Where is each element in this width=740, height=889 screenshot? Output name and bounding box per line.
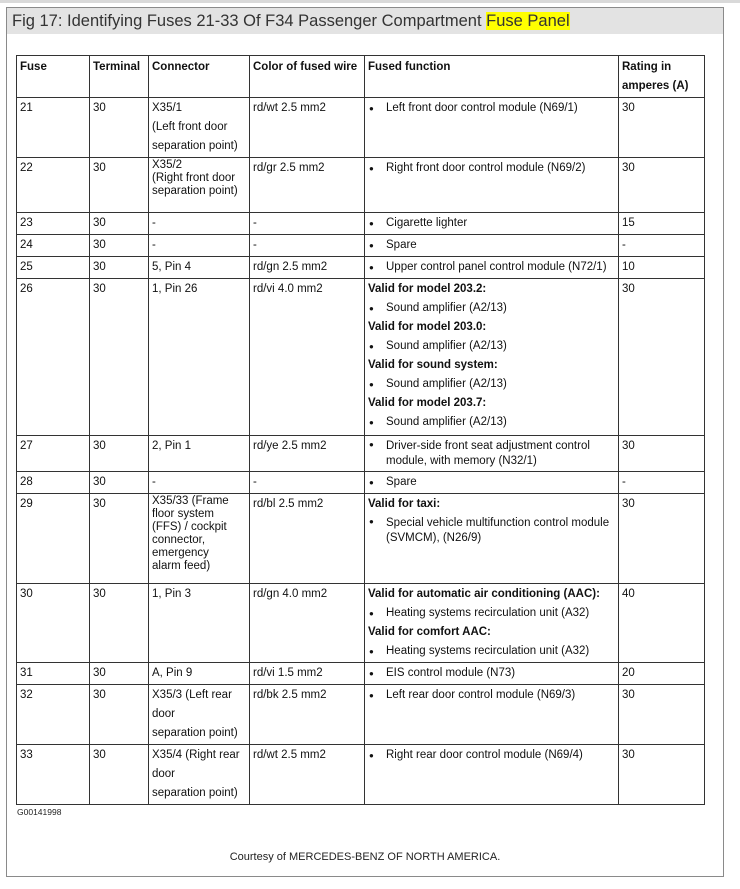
fused-function [365,158,619,213]
function-item: ● Right front door control module (N69/2) [368,159,615,178]
validity-heading: Valid for model 203.2: [368,283,487,295]
rating: 10 [619,257,705,279]
wire-color: rd/vi 1.5 mm2 [250,663,365,685]
credit-line: Courtesy of MERCEDES-BENZ OF NORTH AMERICA. [229,851,501,863]
connector-line: (Left front door [152,121,228,133]
connector-line: 2, Pin 1 [152,440,191,452]
rating: 30 [619,98,705,158]
connector-line: door [152,708,176,720]
fused-function [365,584,619,663]
rating: 30 [619,685,705,745]
connector-line: X35/33 (Frame [152,495,229,507]
table-row [17,98,705,158]
validity-heading: Valid for sound system: [368,359,498,371]
header-rating: Rating in amperes (A) [619,56,705,98]
connector-line: X35/4 (Right rear [152,749,240,761]
header-connector: Connector [149,56,250,98]
fuse-number: 32 [17,685,90,745]
table-row [17,213,705,235]
connector-line: alarm feed) [152,560,211,572]
fused-function [365,685,619,745]
table-row [17,158,705,213]
function-item: ● Heating systems recirculation unit (A32) [368,604,615,623]
function-item: ● Left front door control module (N69/1) [368,99,615,118]
terminal: 30 [90,685,149,745]
connector-line: A, Pin 9 [152,667,193,679]
connector [149,235,250,257]
connector [149,745,250,805]
wire-color: rd/gn 4.0 mm2 [250,584,365,663]
terminal: 30 [90,745,149,805]
function-item: ● Sound amplifier (A2/13) [368,299,615,318]
rating: 20 [619,663,705,685]
wire-color: - [250,235,365,257]
title-prefix: Fig 17: Identifying Fuses 21-33 Of F34 Passenger Compartment [12,12,487,30]
wire-color: rd/wt 2.5 mm2 [250,98,365,158]
fuse-number: 29 [17,494,90,584]
terminal: 30 [90,279,149,436]
terminal: 30 [90,494,149,584]
connector [149,472,250,494]
terminal: 30 [90,213,149,235]
table-row [17,685,705,745]
fuse-number: 24 [17,235,90,257]
fused-function [365,98,619,158]
validity-heading: Valid for taxi: [368,498,441,510]
connector [149,584,250,663]
wire-color: rd/ye 2.5 mm2 [250,436,365,472]
connector-line: X35/2 [152,159,183,171]
fuse-table-body [17,98,705,805]
connector-line: 1, Pin 26 [152,283,198,295]
top-strip [0,0,740,3]
terminal: 30 [90,436,149,472]
connector [149,663,250,685]
fuse-number: 28 [17,472,90,494]
table-row [17,663,705,685]
function-item: ● Cigarette lighter [368,214,615,233]
terminal: 30 [90,98,149,158]
function-item: ● Driver-side front seat adjustment control module, with memory (N32/1) [368,437,615,470]
table-row [17,745,705,805]
connector [149,213,250,235]
connector-line: separation point) [152,787,238,799]
header-function: Fused function [365,56,619,98]
connector-line: 1, Pin 3 [152,588,191,600]
fuse-number: 22 [17,158,90,213]
connector-line: - [152,476,156,488]
connector-line: - [152,217,156,229]
validity-heading: Valid for model 203.0: [368,321,487,333]
title-highlight: Fuse Panel [486,12,570,30]
table-row [17,235,705,257]
connector [149,158,250,213]
connector-line: connector, [152,534,206,546]
fuse-number: 33 [17,745,90,805]
wire-color: rd/gr 2.5 mm2 [250,158,365,213]
rating: - [619,472,705,494]
connector [149,685,250,745]
rating: 30 [619,158,705,213]
validity-heading: Valid for comfort AAC: [368,626,491,638]
function-item: ● Special vehicle multifunction control module (SVMCM), (N26/9) [368,514,615,547]
rating: 30 [619,436,705,472]
terminal: 30 [90,584,149,663]
rating: 15 [619,213,705,235]
rating: - [619,235,705,257]
terminal: 30 [90,257,149,279]
fuse-number: 26 [17,279,90,436]
function-item: ● Left rear door control module (N69/3) [368,686,615,705]
function-item: ● Right rear door control module (N69/4) [368,746,615,765]
fuse-number: 23 [17,213,90,235]
function-item: ● Upper control panel control module (N72/1) [368,258,615,277]
fuse-number: 21 [17,98,90,158]
table-row [17,257,705,279]
fused-function [365,213,619,235]
terminal: 30 [90,158,149,213]
validity-heading: Valid for automatic air conditioning (AAC): [368,588,600,600]
connector-line: 5, Pin 4 [152,261,191,273]
header-wire-color: Color of fused wire [250,56,365,98]
wire-color: rd/gn 2.5 mm2 [250,257,365,279]
fused-function [365,235,619,257]
wire-color: rd/vi 4.0 mm2 [250,279,365,436]
fused-function [365,279,619,436]
header-fuse: Fuse [17,56,90,98]
function-item: ● Sound amplifier (A2/13) [368,375,615,394]
connector-line: X35/1 [152,102,183,114]
figure-code: G00141998 [17,807,62,817]
wire-color: - [250,472,365,494]
table-row [17,494,705,584]
fused-function [365,663,619,685]
connector-line: floor system [152,508,214,520]
fused-function [365,745,619,805]
rating: 30 [619,494,705,584]
function-item: ● EIS control module (N73) [368,664,615,683]
wire-color: rd/wt 2.5 mm2 [250,745,365,805]
function-item: ● Sound amplifier (A2/13) [368,413,615,432]
connector-line: separation point) [152,185,238,197]
figure-title [12,12,570,31]
rating: 40 [619,584,705,663]
table-row [17,436,705,472]
table-row [17,472,705,494]
connector-line: (Right front door [152,172,236,184]
title-bar [7,8,723,34]
terminal: 30 [90,472,149,494]
fuse-number: 31 [17,663,90,685]
fused-function [365,436,619,472]
function-item: ● Spare [368,473,615,492]
connector [149,98,250,158]
wire-color: rd/bl 2.5 mm2 [250,494,365,584]
fuse-number: 25 [17,257,90,279]
connector-line: separation point) [152,727,238,739]
rating: 30 [619,745,705,805]
table-header-row [17,56,705,98]
table-row [17,584,705,663]
fused-function [365,257,619,279]
connector-line: emergency [152,547,209,559]
fused-function [365,494,619,584]
connector [149,494,250,584]
connector-line: door [152,768,176,780]
wire-color: - [250,213,365,235]
fused-function [365,472,619,494]
header-terminal: Terminal [90,56,149,98]
connector [149,279,250,436]
terminal: 30 [90,235,149,257]
fuse-table [16,55,705,805]
connector-line: separation point) [152,140,238,152]
connector [149,257,250,279]
connector-line: (FFS) / cockpit [152,521,227,533]
table-row [17,279,705,436]
connector-line: X35/3 (Left rear [152,689,232,701]
rating: 30 [619,279,705,436]
function-item: ● Spare [368,236,615,255]
function-item: ● Sound amplifier (A2/13) [368,337,615,356]
function-item: ● Heating systems recirculation unit (A32) [368,642,615,661]
wire-color: rd/bk 2.5 mm2 [250,685,365,745]
terminal: 30 [90,663,149,685]
connector-line: - [152,239,156,251]
fuse-number: 27 [17,436,90,472]
validity-heading: Valid for model 203.7: [368,397,487,409]
connector [149,436,250,472]
fuse-number: 30 [17,584,90,663]
